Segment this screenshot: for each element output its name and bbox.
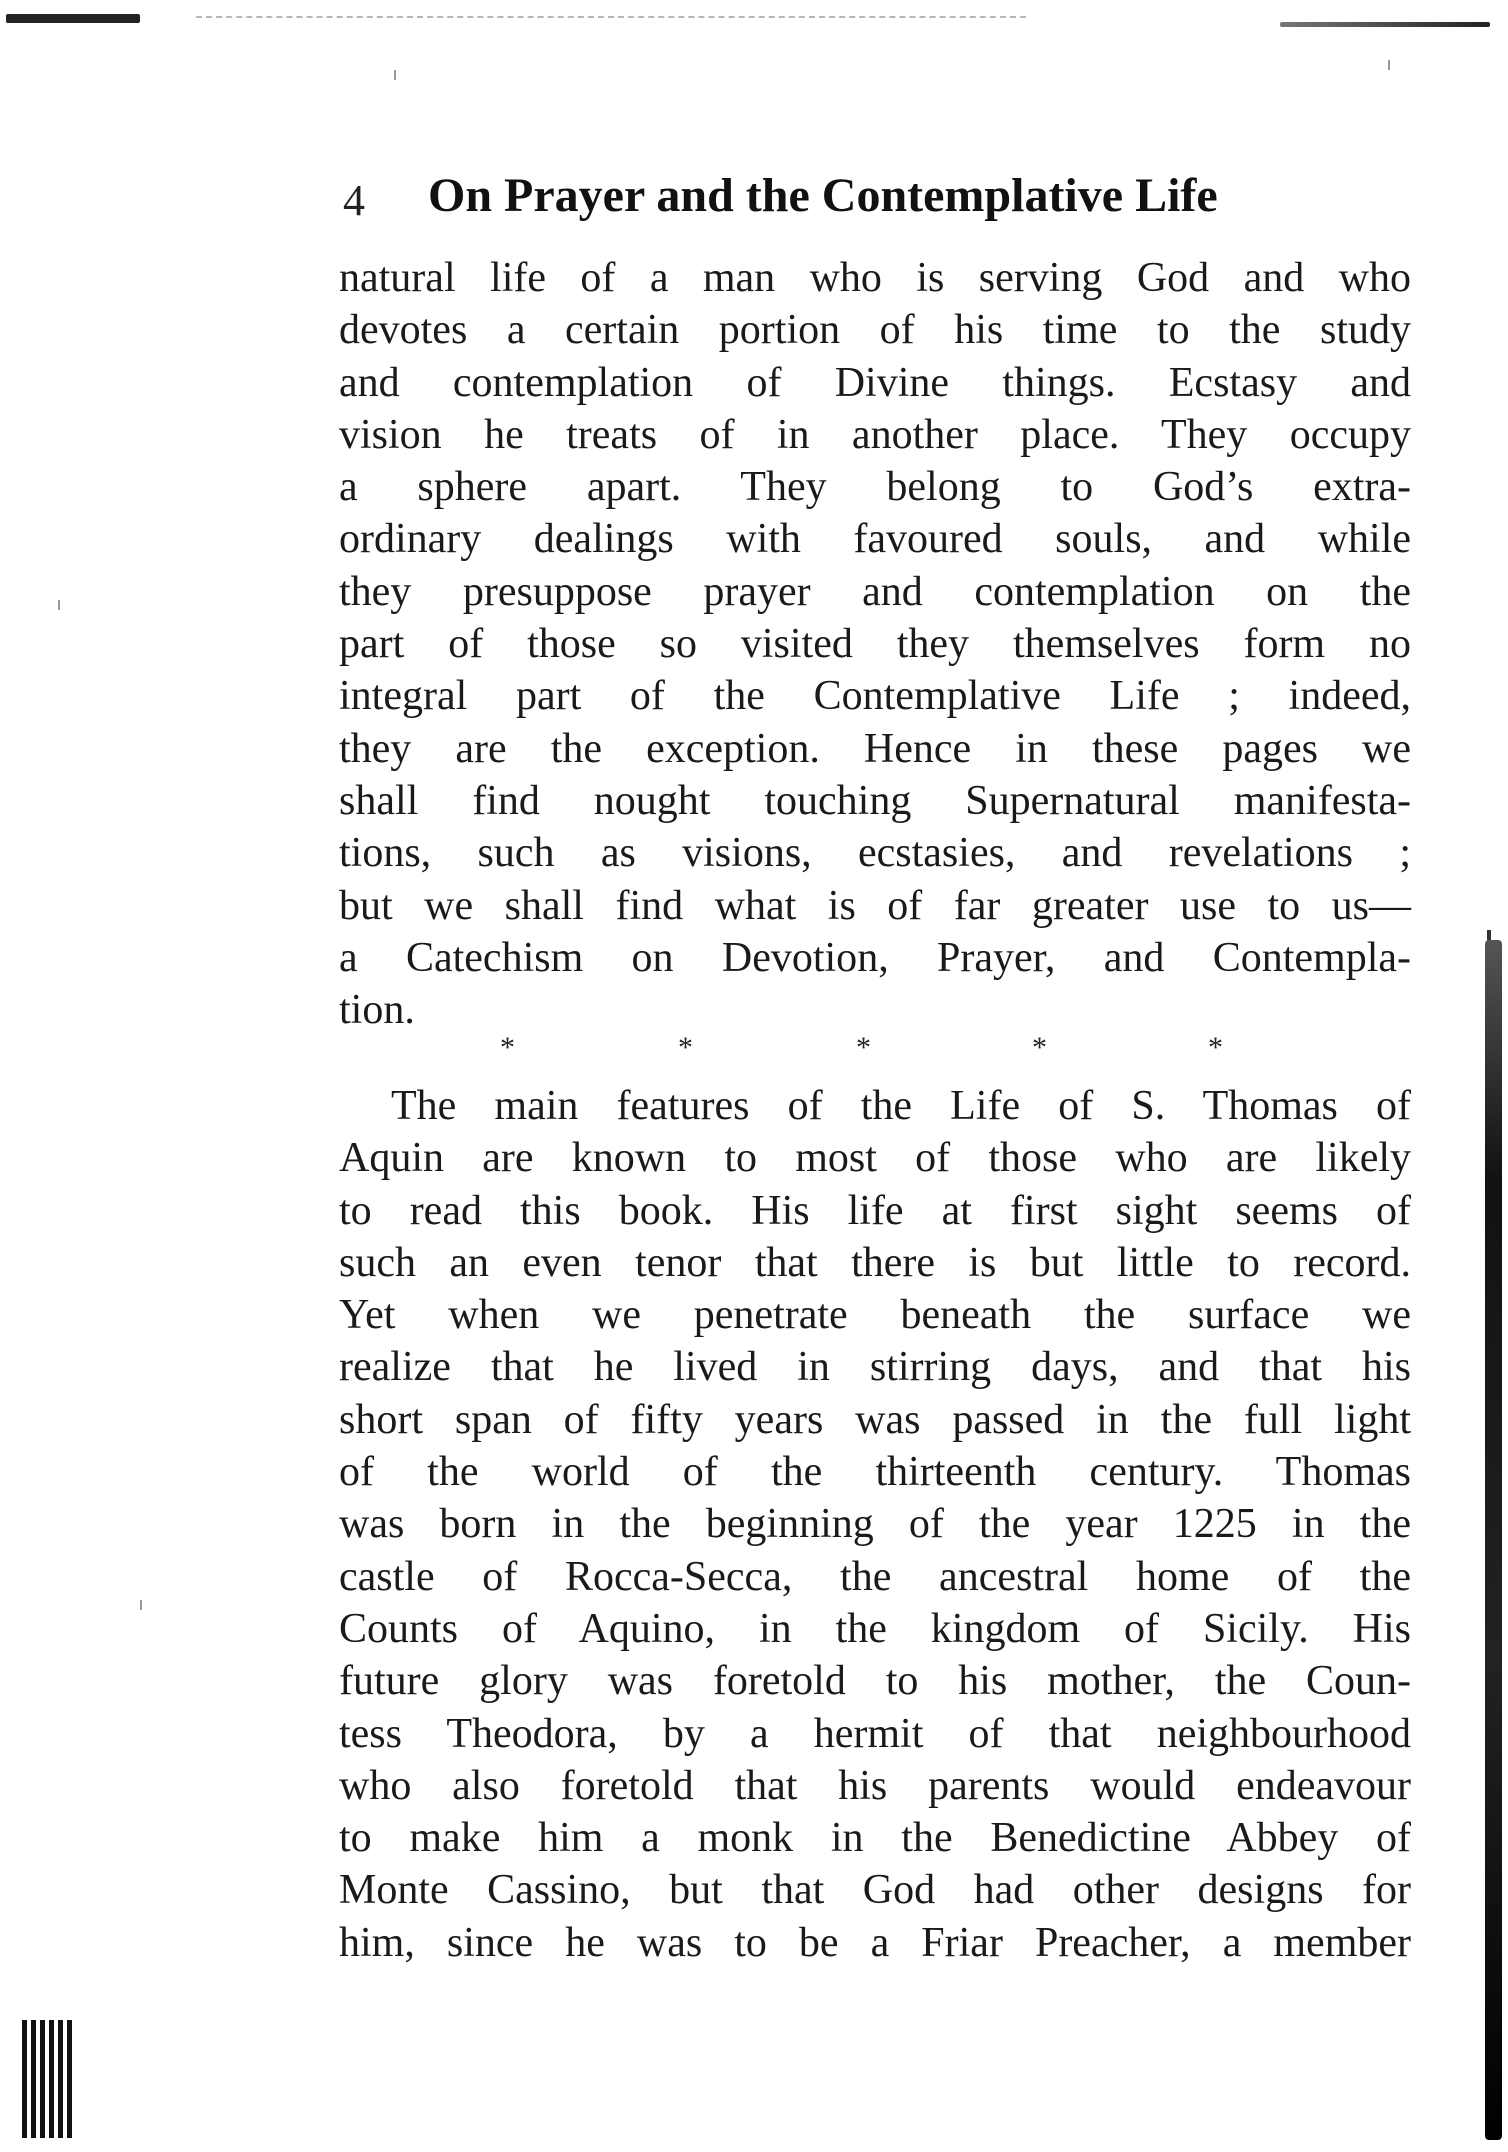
scan-speck bbox=[140, 1600, 142, 1610]
text-line: part of those so visited they themselves form no bbox=[339, 621, 1411, 668]
scan-artifact-bottom-left bbox=[22, 2020, 72, 2138]
text-line: future glory was foretold to his mother, the Coun- bbox=[339, 1658, 1411, 1705]
page-number: 4 bbox=[343, 176, 365, 225]
text-line: castle of Rocca-Secca, the ancestral home of the bbox=[339, 1553, 1411, 1600]
scan-artifact-top-rule bbox=[196, 16, 1026, 19]
text-line: a Catechism on Devotion, Prayer, and Contempla- bbox=[339, 934, 1411, 981]
text-line: who also foretold that his parents would endeavour bbox=[339, 1762, 1411, 1809]
text-line: short span of fifty years was passed in the full light bbox=[339, 1396, 1411, 1443]
scan-artifact-right-edge bbox=[1485, 940, 1502, 2140]
text-line: such an even tenor that there is but little to record. bbox=[339, 1239, 1411, 1286]
text-line: vision he treats of in another place. They occupy bbox=[339, 411, 1411, 458]
separator-star: * bbox=[1208, 1031, 1223, 1064]
text-line: Yet when we penetrate beneath the surface we bbox=[339, 1292, 1411, 1339]
text-line: Counts of Aquino, in the kingdom of Sicily. His bbox=[339, 1605, 1411, 1652]
text-line: tion. bbox=[339, 987, 415, 1034]
text-line: they are the exception. Hence in these pages we bbox=[339, 725, 1411, 772]
text-line: natural life of a man who is serving God and who bbox=[339, 255, 1411, 301]
page-header bbox=[343, 168, 1443, 228]
text-line: ordinary dealings with favoured souls, and while bbox=[339, 516, 1411, 563]
scan-speck bbox=[1388, 60, 1390, 70]
running-title: On Prayer and the Contemplative Life bbox=[428, 169, 1218, 222]
scan-artifact-top-left bbox=[6, 14, 140, 23]
text-line: a sphere apart. They belong to God’s extra- bbox=[339, 464, 1411, 511]
separator-star: * bbox=[856, 1031, 871, 1064]
text-line: devotes a certain portion of his time to the study bbox=[339, 307, 1411, 354]
text-line: shall find nought touching Supernatural manifesta- bbox=[339, 777, 1411, 824]
scan-speck bbox=[58, 600, 60, 610]
separator-star: * bbox=[500, 1031, 515, 1064]
text-line: tess Theodora, by a hermit of that neighbourhood bbox=[339, 1710, 1411, 1757]
text-line: of the world of the thirteenth century. Thomas bbox=[339, 1449, 1411, 1496]
text-line: was born in the beginning of the year 1225 in the bbox=[339, 1501, 1411, 1548]
text-line: Monte Cassino, but that God had other designs for bbox=[339, 1867, 1411, 1914]
text-line: him, since he was to be a Friar Preacher, a member bbox=[339, 1919, 1411, 1966]
paragraph-continued bbox=[339, 252, 1411, 1036]
text-line: to read this book. His life at first sight seems of bbox=[339, 1187, 1411, 1234]
text-line: integral part of the Contemplative Life ; indeed, bbox=[339, 673, 1411, 720]
scan-artifact-top-right bbox=[1280, 22, 1490, 27]
scan-speck bbox=[394, 70, 396, 80]
text-line: Aquin are known to most of those who are likely bbox=[339, 1135, 1411, 1182]
text-line: realize that he lived in stirring days, and that his bbox=[339, 1344, 1411, 1391]
text-line: tions, such as visions, ecstasies, and revelations ; bbox=[339, 830, 1411, 877]
text-line: to make him a monk in the Benedictine Abbey of bbox=[339, 1815, 1411, 1862]
section-separator bbox=[500, 1028, 1240, 1068]
separator-star: * bbox=[1032, 1031, 1047, 1064]
text-line: The main features of the Life of S. Thomas of bbox=[391, 1083, 1411, 1129]
text-line: and contemplation of Divine things. Ecstasy and bbox=[339, 359, 1411, 406]
separator-star: * bbox=[678, 1031, 693, 1064]
text-line: but we shall find what is of far greater use to us— bbox=[339, 882, 1411, 929]
paragraph-life-of-thomas bbox=[339, 1080, 1411, 1969]
text-line: they presuppose prayer and contemplation on the bbox=[339, 568, 1411, 615]
